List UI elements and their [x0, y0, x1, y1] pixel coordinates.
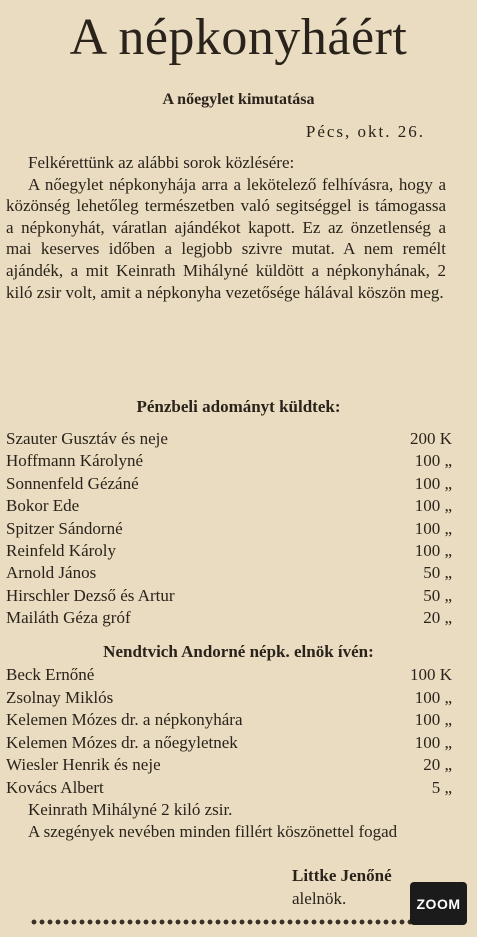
- donor-amount: 100 „: [414, 473, 452, 493]
- donor-name: Sonnenfeld Gézáné: [6, 473, 139, 493]
- intro-line: Felkérettünk az alábbi sorok közlésére:: [28, 153, 295, 172]
- intro-text: [6, 152, 446, 303]
- donor-list-1: [6, 428, 452, 630]
- donor-name: Wiesler Henrik és neje: [6, 755, 161, 775]
- donor-row: [6, 585, 452, 607]
- donor-row: [6, 709, 452, 732]
- closing-notes: [6, 799, 452, 843]
- donor-row: [6, 450, 452, 472]
- donor-amount: 50 „: [423, 563, 452, 583]
- article-subtitle: A nőegylet kimutatása: [162, 91, 315, 108]
- article-title: A népkonyháért: [69, 9, 408, 66]
- donor-name: Bokor Ede: [6, 496, 80, 516]
- donor-amount: 50 „: [423, 585, 452, 605]
- donor-amount: 100 „: [414, 710, 452, 730]
- donor-amount: 100 „: [414, 518, 452, 538]
- intro-paragraph-text: A nőegylet népkonyhája arra a lekötelező felhívásra, hogy a közönség lehetőleg természetben való segitséggel is támogassa a népkonyhát, váratlan ajándékot kapott. Ez az önzetlenség a mai keserves időben a legjobb szivre mutat. A nem remélt ajándék, a mit Keinrath Mihályné küldött a népkonyhának, 2 kiló zsir volt, amit a népkonyha vezetősége hálával köszön meg.: [6, 174, 446, 302]
- donor-name: Spitzer Sándorné: [6, 518, 123, 538]
- donor-amount: 100 „: [414, 687, 452, 707]
- place-date: Pécs, okt. 26.: [305, 122, 425, 141]
- donor-row: [6, 754, 452, 777]
- donor-name: Szauter Gusztáv és neje: [6, 429, 168, 448]
- donor-amount: 20 „: [423, 608, 452, 628]
- donor-row: [6, 687, 452, 710]
- donor-amount: 100 „: [414, 732, 452, 752]
- donor-list-2: [6, 664, 452, 800]
- note-line-text: A szegények nevében minden fillért köszönettel fogad: [28, 822, 398, 841]
- donor-amount: 100 „: [414, 451, 452, 471]
- donor-name: Beck Ernőné: [6, 665, 95, 684]
- donor-row: [6, 495, 452, 517]
- donor-amount: 20 „: [423, 755, 452, 775]
- signature-role: alelnök.: [292, 889, 347, 908]
- donor-name: Kelemen Mózes dr. a népkonyhára: [6, 710, 243, 730]
- donor-name: Arnold János: [6, 563, 97, 583]
- dotted-divider: [30, 918, 440, 926]
- zoom-logo-badge[interactable]: ZOOM: [410, 882, 467, 925]
- donor-amount: 200 K: [409, 429, 452, 448]
- donor-row: [6, 540, 452, 562]
- signature-name: Littke Jenőné: [292, 866, 392, 885]
- donor-name: Kelemen Mózes dr. a nőegyletnek: [6, 732, 238, 752]
- donor-amount: 100 „: [414, 496, 452, 516]
- donor-name: Reinfeld Károly: [6, 540, 116, 560]
- donor-row: [6, 428, 452, 450]
- donor-row: [6, 732, 452, 755]
- donor-name: Kovács Albert: [6, 777, 104, 797]
- section-heading-monetary: Pénzbeli adományt küldtek:: [136, 397, 341, 416]
- donor-row: [6, 518, 452, 540]
- donor-row: [6, 607, 452, 629]
- donor-row: [6, 473, 452, 495]
- donor-name: Hirschler Dezső és Artur: [6, 585, 175, 605]
- donor-amount: 100 „: [414, 540, 452, 560]
- donor-amount: 5 „: [431, 777, 452, 797]
- note-line: Keinrath Mihályné 2 kiló zsir.: [28, 800, 233, 819]
- donor-name: Mailáth Géza gróf: [6, 608, 131, 628]
- section-heading-sheet: Nendtvich Andorné népk. elnök ívén:: [103, 642, 374, 661]
- donor-row: [6, 777, 452, 800]
- note-line: [6, 821, 452, 843]
- donor-name: Zsolnay Miklós: [6, 687, 114, 707]
- donor-name: Hoffmann Károlyné: [6, 451, 144, 471]
- donor-row: [6, 664, 452, 687]
- intro-paragraph: [6, 174, 446, 304]
- donor-amount: 100 K: [409, 665, 452, 684]
- donor-row: [6, 562, 452, 584]
